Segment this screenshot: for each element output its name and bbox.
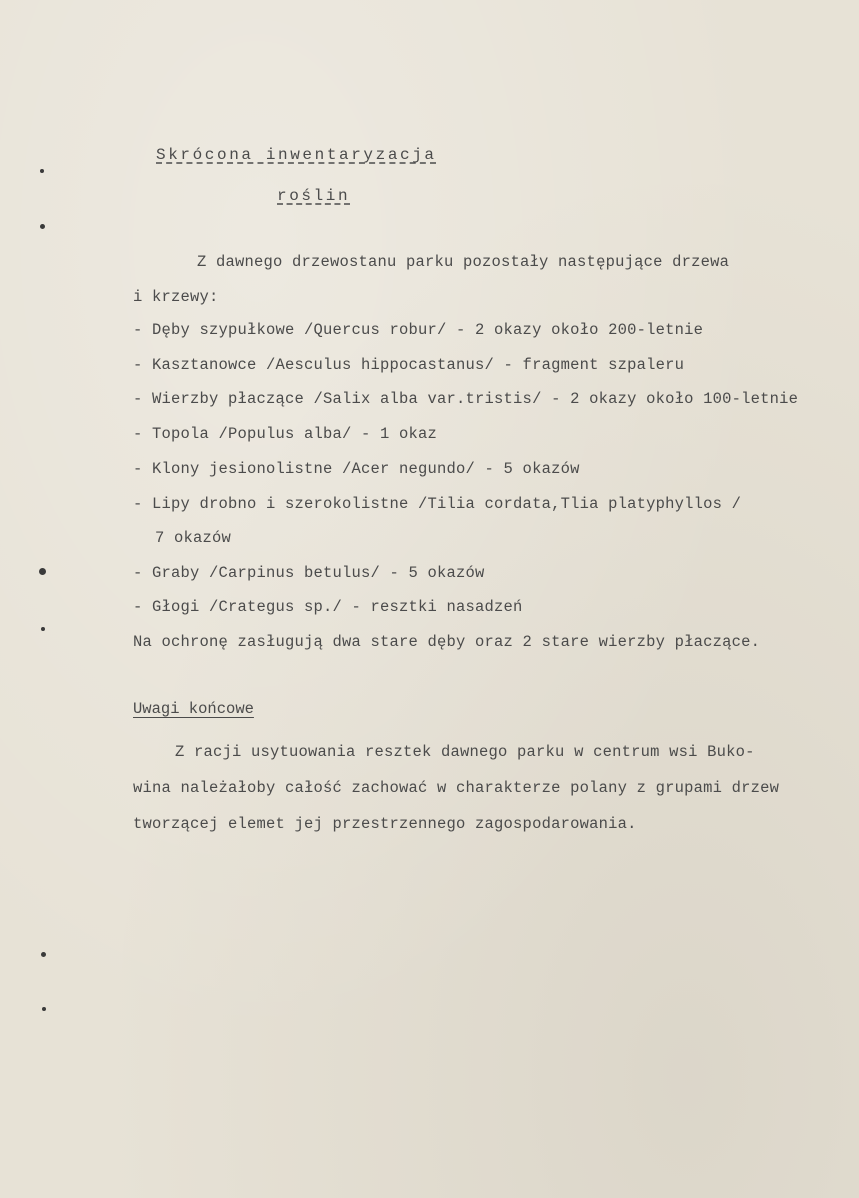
- remarks-heading: Uwagi końcowe: [133, 700, 254, 718]
- punch-hole-mark: [40, 169, 44, 173]
- punch-hole-mark: [40, 224, 45, 229]
- list-item: - Topola /Populus alba/ - 1 okaz: [133, 425, 438, 443]
- list-item-continued: 7 okazów: [155, 529, 232, 547]
- document-title: Skrócona inwentaryzacja: [156, 146, 437, 164]
- punch-hole-mark: [41, 952, 46, 957]
- remarks-text: Z racji usytuowania resztek dawnego parku w centrum wsi Buko-: [175, 743, 755, 761]
- remarks-text-continued: tworzącej elemet jej przestrzennego zagospodarowania.: [133, 815, 637, 833]
- list-item: - Klony jesionolistne /Acer negundo/ - 5 okazów: [133, 460, 580, 478]
- list-item: - Kasztanowce /Aesculus hippocastanus/ - fragment szpaleru: [133, 356, 685, 374]
- list-item: - Wierzby płaczące /Salix alba var.tristis/ - 2 okazy około 100-letnie: [133, 390, 799, 408]
- remarks-text-continued: wina należałoby całość zachować w charakterze polany z grupami drzew: [133, 779, 780, 797]
- list-item: - Dęby szypułkowe /Quercus robur/ - 2 okazy około 200-letnie: [133, 321, 704, 339]
- document-title-continued: roślin: [277, 187, 351, 205]
- intro-text-continued: i krzewy:: [133, 288, 219, 306]
- intro-text: Z dawnego drzewostanu parku pozostały następujące drzewa: [197, 253, 730, 271]
- list-item: - Graby /Carpinus betulus/ - 5 okazów: [133, 564, 485, 582]
- punch-hole-mark: [41, 627, 45, 631]
- list-item: - Lipy drobno i szerokolistne /Tilia cordata,Tlia platyphyllos /: [133, 495, 742, 513]
- punch-hole-mark: [42, 1007, 46, 1011]
- punch-hole-mark: [39, 568, 46, 575]
- list-item: - Głogi /Crategus sp./ - resztki nasadzeń: [133, 598, 523, 616]
- protection-note: Na ochronę zasługują dwa stare dęby oraz 2 stare wierzby płaczące.: [133, 633, 761, 651]
